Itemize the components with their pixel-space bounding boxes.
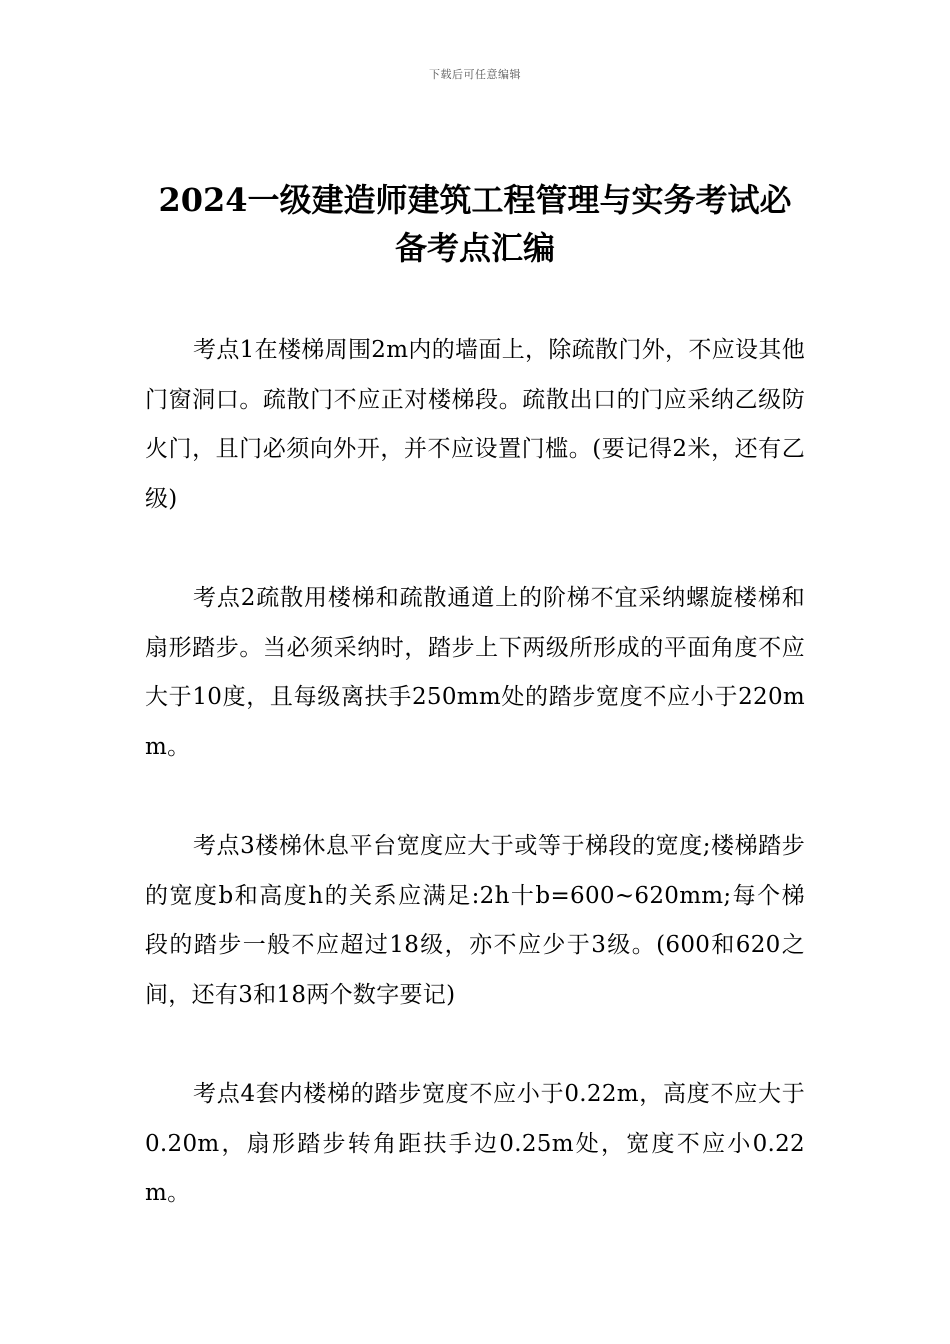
header-note: 下载后可任意编辑 <box>429 68 521 81</box>
document-body <box>145 326 805 1269</box>
exam-point-1: 考点1在楼梯周围2m内的墙面上，除疏散门外，不应设其他门窗洞口。疏散门不应正对楼梯段。疏散出口的门应采纳乙级防火门，且门必须向外开，并不应设置门槛。(要记得2米，还有乙级) <box>145 337 805 512</box>
document-title: 2024一级建造师建筑工程管理与实务考试必备考点汇编 <box>158 181 792 267</box>
exam-point-3: 考点3楼梯休息平台宽度应大于或等于梯段的宽度;楼梯踏步的宽度b和高度h的关系应满足:2h十b=600~620mm;每个梯段的踏步一般不应超过18级，亦不应少于3级。(600和620之间，还有3和18两个数字要记) <box>145 833 805 1008</box>
exam-point-2: 考点2疏散用楼梯和疏散通道上的阶梯不宜采纳螺旋楼梯和扇形踏步。当必须采纳时，踏步上下两级所形成的平面角度不应大于10度，且每级离扶手250mm处的踏步宽度不应小于220mm。 <box>145 585 805 760</box>
exam-point-4: 考点4套内楼梯的踏步宽度不应小于0.22m，高度不应大于0.20m，扇形踏步转角距扶手边0.25m处，宽度不应小0.22m。 <box>145 1081 805 1206</box>
